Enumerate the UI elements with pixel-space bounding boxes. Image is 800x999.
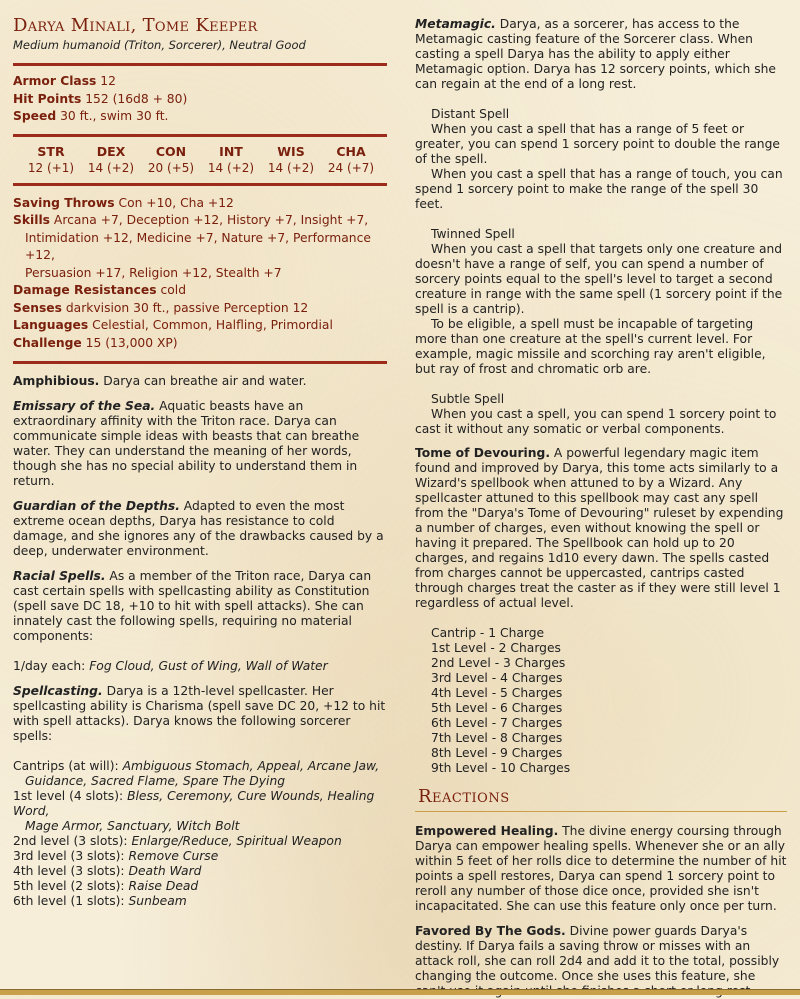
distant-spell-p1: When you cast a spell that has a range of 5 feet or greater, you can spend 1 sorcery point to double the range of the spell. (415, 122, 780, 166)
ability-con: CON 20 (+5) (147, 143, 195, 175)
subtle-spell-p1: When you cast a spell, you can spend 1 sorcery point to cast it without any somatic or verbal components. (415, 407, 777, 436)
armor-class: Armor Class 12 (13, 74, 116, 88)
features (13, 374, 387, 909)
skills-line-3: Persuasion +17, Religion +12, Stealth +7 (25, 265, 282, 280)
creature-type: Medium humanoid (Triton, Sorcerer), Neutral Good (13, 38, 306, 52)
twinned-spell-p1: When you cast a spell that targets only one creature and doesn't have a range of self, you can spend a number of sorcery points equal to the spell's level to target a second creature in range with the same spell (1 sorcery point if the spell is a cantrip). (415, 242, 783, 316)
divider (13, 134, 387, 137)
distant-spell-title: Distant Spell (431, 107, 510, 121)
ability-str: STR 12 (+1) (27, 143, 75, 175)
page-border (0, 989, 800, 995)
reactions-divider (415, 811, 787, 812)
challenge: Challenge 15 (13,000 XP) (13, 335, 178, 350)
charge-item: 1st Level - 2 Charges (431, 641, 561, 655)
spell-slot-3rd: 3rd level (3 slots): Remove Curse (13, 849, 219, 863)
left-column (13, 0, 387, 909)
spell-slot-2nd: 2nd level (3 slots): Enlarge/Reduce, Spiritual Weapon (13, 834, 342, 848)
twinned-spell-p2: To be eligible, a spell must be incapable of targeting more than one creature at the spell's current level. For example, magic missile and scorching ray aren't eligible, but ray of frost and chromatic orb are. (415, 317, 766, 376)
basic-stats (13, 73, 387, 126)
skills: Skills Arcana +7, Deception +12, History +7, Insight +7, (13, 213, 369, 227)
charge-item: 8th Level - 9 Charges (431, 746, 563, 760)
ability-dex: DEX 14 (+2) (87, 143, 135, 175)
hit-points: Hit Points 152 (16d8 + 80) (13, 91, 188, 106)
distant-spell-p2: When you cast a spell that has a range of touch, you can spend 1 sorcery point to make the range of the spell 30 feet. (415, 167, 783, 211)
reaction-favored-by-gods: Favored By The Gods. Divine power guards Darya's destiny. If Darya fails a saving throw or misses with an attack roll, she can roll 2d4 and add it to the total, possibly changing the outcome. Once she uses this feature, she (415, 924, 780, 983)
ability-cha: CHA 24 (+7) (327, 143, 375, 175)
spell-slot-4th: 4th level (3 slots): Death Ward (13, 864, 202, 878)
spell-slot-cantrips-cont: Guidance, Sacred Flame, Spare The Dying (25, 774, 286, 788)
spell-slot-cantrips: Cantrips (at will): Ambiguous Stomach, Appeal, Arcane Jaw, (13, 759, 380, 773)
creature-name: Darya Minali, Tome Keeper (13, 15, 258, 36)
metamagic-distant (415, 107, 787, 212)
charge-item: 2nd Level - 3 Charges (431, 656, 566, 670)
ability-wis: WIS 14 (+2) (267, 143, 315, 175)
charge-item: 4th Level - 5 Charges (431, 686, 563, 700)
spell-slot-5th: 5th level (2 slots): Raise Dead (13, 879, 199, 893)
feature-emissary: Emissary of the Sea. Aquatic beasts have an extraordinary affinity with the Triton race. Darya can communicate simple ideas with beasts that can breathe water. They can understand the meaning of her words, though she has no special ability to understand them in return. (13, 399, 360, 488)
feature-amphibious: Amphibious. Darya can breathe air and water. (13, 374, 307, 388)
charge-item: 7th Level - 8 Charges (431, 731, 563, 745)
feature-metamagic: Metamagic. Darya, as a sorcerer, has access to the Metamagic casting feature of the Sorcerer class. When casting a spell Darya has the ability to apply either Metamagic option. Darya has 12 sorcery points, which she can regain at the end of a long rest. (415, 17, 776, 91)
spell-slot-1st-cont: Mage Armor, Sanctuary, Witch Bolt (25, 819, 240, 833)
divider (13, 63, 387, 66)
damage-resistances: Damage Resistances cold (13, 283, 187, 297)
spell-slot-1st: 1st level (4 slots): Bless, Ceremony, Cure Wounds, Healing Word, (13, 789, 375, 818)
speed: Speed 30 ft., swim 30 ft. (13, 109, 169, 123)
metamagic-twinned (415, 227, 787, 377)
racial-spell-list: 1/day each: Fog Cloud, Gust of Wing, Wall of Water (13, 659, 328, 673)
ability-int: INT 14 (+2) (207, 143, 255, 175)
divider (13, 361, 387, 364)
charge-item: 5th Level - 6 Charges (431, 701, 563, 715)
languages: Languages Celestial, Common, Halfling, Primordial (13, 318, 333, 332)
feature-spellcasting: Spellcasting. Darya is a 12th-level spellcaster. Her spellcasting ability is Charisma (spell save DC 20, +12 to hit with spell attacks). Darya knows the following sorcerer spells: (13, 684, 386, 743)
charge-item: 6th Level - 7 Charges (431, 716, 563, 730)
senses: Senses darkvision 30 ft., passive Perception 12 (13, 300, 309, 315)
saving-throws: Saving Throws Con +10, Cha +12 (13, 195, 234, 210)
spell-slots (13, 759, 387, 909)
feature-guardian: Guardian of the Depths. Adapted to even the most extreme ocean depths, Darya has resistance to cold damage, and she ignores any of the drawbacks caused by a deep, underwater environment. (13, 499, 384, 558)
reaction-empowered-healing: Empowered Healing. The divine energy coursing through Darya can empower healing spells. Whenever she or an ally within 5 feet of her rolls dice to determine the number of hit points a spell restores, Darya can spend 1 sorcery point to reroll any number of those dice once, provided she isn't incapacitated. She can use this feature only once per turn. (415, 824, 787, 913)
skills-line-2: Intimidation +12, Medicine +7, Nature +7, Performance +12, (25, 230, 371, 262)
reactions-heading: Reactions (418, 786, 510, 807)
charge-item: 9th Level - 10 Charges (431, 761, 571, 775)
right-column (415, 0, 787, 999)
twinned-spell-title: Twinned Spell (431, 227, 515, 241)
divider (13, 183, 387, 186)
charge-item: 3rd Level - 4 Charges (431, 671, 563, 685)
secondary-stats (13, 195, 387, 353)
spell-slot-6th: 6th level (1 slots): Sunbeam (13, 894, 187, 908)
feature-racial-spells: Racial Spells. As a member of the Triton race, Darya can cast certain spells with spellcasting ability as Constitution (spell save DC 18, +10 to hit with spell attacks). She can innately cast the following spells, requiring no material components: (13, 569, 372, 643)
subtle-spell-title: Subtle Spell (431, 392, 505, 406)
ability-scores (13, 144, 387, 176)
feature-tome: Tome of Devouring. A powerful legendary magic item found and improved by Darya, this tome acts similarly to a Wizard's spellbook when attuned to by a Wizard. Any spellcaster attuned to this spellbook may cast any spell from the "Darya's Tome of Devouring" ruleset by expending a number of charges, even without knowing the spell or having it prepared. The Spellbook can hold up to 20 charges, and regains 1d10 every dawn. The spells casted from charges cannot be uppercasted, cantrips casted through charges treat the caster as if they were still level 1 regardless of actual level. (415, 446, 784, 610)
charge-item: Cantrip - 1 Charge (431, 626, 545, 640)
charge-list (415, 626, 787, 776)
metamagic-subtle (415, 392, 787, 437)
